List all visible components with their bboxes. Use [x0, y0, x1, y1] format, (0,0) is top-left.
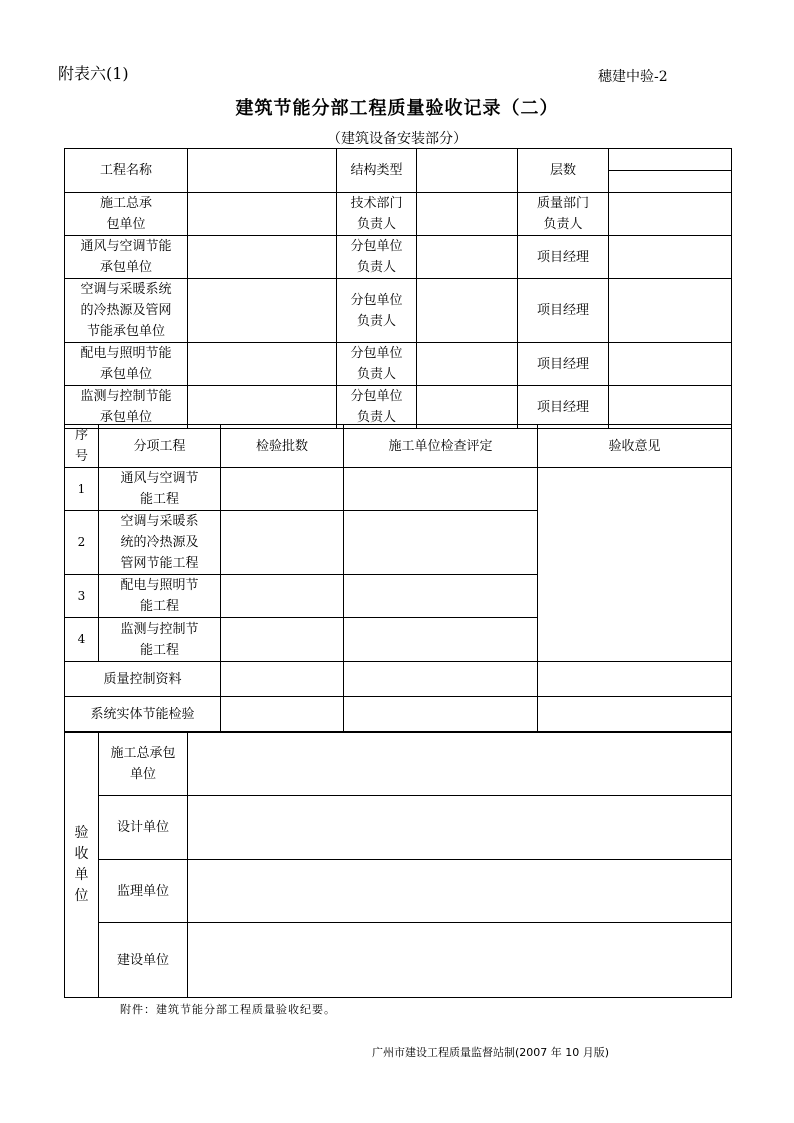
- table-row: [65, 662, 732, 697]
- opinion-field[interactable]: [538, 468, 732, 662]
- item-name: 监测与控制节 能工程: [99, 618, 221, 662]
- sub-items-table: [64, 424, 732, 733]
- evaluation-field[interactable]: [344, 662, 538, 697]
- form-number: 附表六(1): [58, 64, 129, 83]
- table-row: [65, 468, 732, 511]
- table-row: [65, 732, 732, 796]
- floors-field-upper[interactable]: [609, 149, 731, 171]
- person-field[interactable]: [417, 236, 518, 279]
- unit-label: 空调与采暖系统 的冷热源及管网 节能承包单位: [65, 279, 188, 343]
- batches-field[interactable]: [221, 662, 344, 697]
- evaluation-field[interactable]: [344, 468, 538, 511]
- person-label: 分包单位 负责人: [337, 386, 417, 429]
- batches-field[interactable]: [221, 697, 344, 733]
- acceptance-signature-field[interactable]: [188, 796, 732, 860]
- opinion-field[interactable]: [538, 697, 732, 733]
- acceptance-signature-field[interactable]: [188, 732, 732, 796]
- publisher-credit: 广州市建设工程质量监督站制(2007 年 10 月版): [372, 1046, 610, 1059]
- batches-field[interactable]: [221, 511, 344, 575]
- table-row: [65, 860, 732, 923]
- unit-field[interactable]: [188, 236, 337, 279]
- floors-field[interactable]: [609, 149, 732, 193]
- unit-field[interactable]: [188, 279, 337, 343]
- structure-type-field[interactable]: [417, 149, 518, 193]
- role-field[interactable]: [609, 236, 732, 279]
- page-title: 建筑节能分部工程质量验收记录（二）: [235, 98, 559, 119]
- role-label: 项目经理: [518, 386, 609, 429]
- role-label: 项目经理: [518, 236, 609, 279]
- floors-field-lower[interactable]: [609, 171, 731, 192]
- table-row: [65, 193, 732, 236]
- acceptance-units-label: 验 收 单 位: [65, 732, 99, 998]
- form-code: 穗建中验-2: [598, 69, 668, 85]
- project-name-field[interactable]: [188, 149, 337, 193]
- structure-type-label: 结构类型: [337, 149, 417, 193]
- opinion-field[interactable]: [538, 662, 732, 697]
- batches-field[interactable]: [221, 575, 344, 618]
- floors-label: 层数: [518, 149, 609, 193]
- system-test-label: 系统实体节能检验: [65, 697, 221, 733]
- evaluation-field[interactable]: [344, 618, 538, 662]
- role-field[interactable]: [609, 343, 732, 386]
- table-row: [65, 386, 732, 429]
- seq-number: 4: [65, 618, 99, 662]
- acceptance-signature-field[interactable]: [188, 860, 732, 923]
- table-row: [65, 236, 732, 279]
- table-row: [65, 425, 732, 468]
- acceptance-unit-label: 建设单位: [99, 923, 188, 998]
- table-row: [65, 697, 732, 733]
- person-label: 分包单位 负责人: [337, 279, 417, 343]
- seq-number: 3: [65, 575, 99, 618]
- unit-field[interactable]: [188, 193, 337, 236]
- seq-header: 序 号: [65, 425, 99, 468]
- batches-header: 检验批数: [221, 425, 344, 468]
- role-field[interactable]: [609, 386, 732, 429]
- unit-label: 配电与照明节能 承包单位: [65, 343, 188, 386]
- unit-label: 通风与空调节能 承包单位: [65, 236, 188, 279]
- project-name-label: 工程名称: [65, 149, 188, 193]
- role-label: 质量部门 负责人: [518, 193, 609, 236]
- person-field[interactable]: [417, 193, 518, 236]
- person-label: 分包单位 负责人: [337, 343, 417, 386]
- batches-field[interactable]: [221, 468, 344, 511]
- evaluation-field[interactable]: [344, 511, 538, 575]
- person-label: 分包单位 负责人: [337, 236, 417, 279]
- evaluation-field[interactable]: [344, 697, 538, 733]
- acceptance-signature-field[interactable]: [188, 923, 732, 998]
- person-label: 技术部门 负责人: [337, 193, 417, 236]
- acceptance-unit-label: 监理单位: [99, 860, 188, 923]
- person-field[interactable]: [417, 386, 518, 429]
- table-row: [65, 923, 732, 998]
- unit-field[interactable]: [188, 386, 337, 429]
- acceptance-unit-label: 设计单位: [99, 796, 188, 860]
- acceptance-table: [64, 731, 732, 998]
- quality-docs-label: 质量控制资料: [65, 662, 221, 697]
- attachment-note: 附件：建筑节能分部工程质量验收纪要。: [120, 1003, 336, 1016]
- item-name: 空调与采暖系 统的冷热源及 管网节能工程: [99, 511, 221, 575]
- item-header: 分项工程: [99, 425, 221, 468]
- person-field[interactable]: [417, 343, 518, 386]
- acceptance-unit-label: 施工总承包 单位: [99, 732, 188, 796]
- project-info-table: [64, 148, 732, 429]
- table-row: [65, 796, 732, 860]
- unit-label: 施工总承 包单位: [65, 193, 188, 236]
- item-name: 通风与空调节 能工程: [99, 468, 221, 511]
- evaluation-field[interactable]: [344, 575, 538, 618]
- table-row: [65, 343, 732, 386]
- role-label: 项目经理: [518, 343, 609, 386]
- role-field[interactable]: [609, 193, 732, 236]
- role-field[interactable]: [609, 279, 732, 343]
- role-label: 项目经理: [518, 279, 609, 343]
- evaluation-header: 施工单位检查评定: [344, 425, 538, 468]
- unit-label: 监测与控制节能 承包单位: [65, 386, 188, 429]
- opinion-header: 验收意见: [538, 425, 732, 468]
- table-row: [65, 279, 732, 343]
- unit-field[interactable]: [188, 343, 337, 386]
- person-field[interactable]: [417, 279, 518, 343]
- table-row: [65, 149, 732, 193]
- seq-number: 1: [65, 468, 99, 511]
- batches-field[interactable]: [221, 618, 344, 662]
- seq-number: 2: [65, 511, 99, 575]
- item-name: 配电与照明节 能工程: [99, 575, 221, 618]
- page-subtitle: （建筑设备安装部分）: [327, 131, 467, 147]
